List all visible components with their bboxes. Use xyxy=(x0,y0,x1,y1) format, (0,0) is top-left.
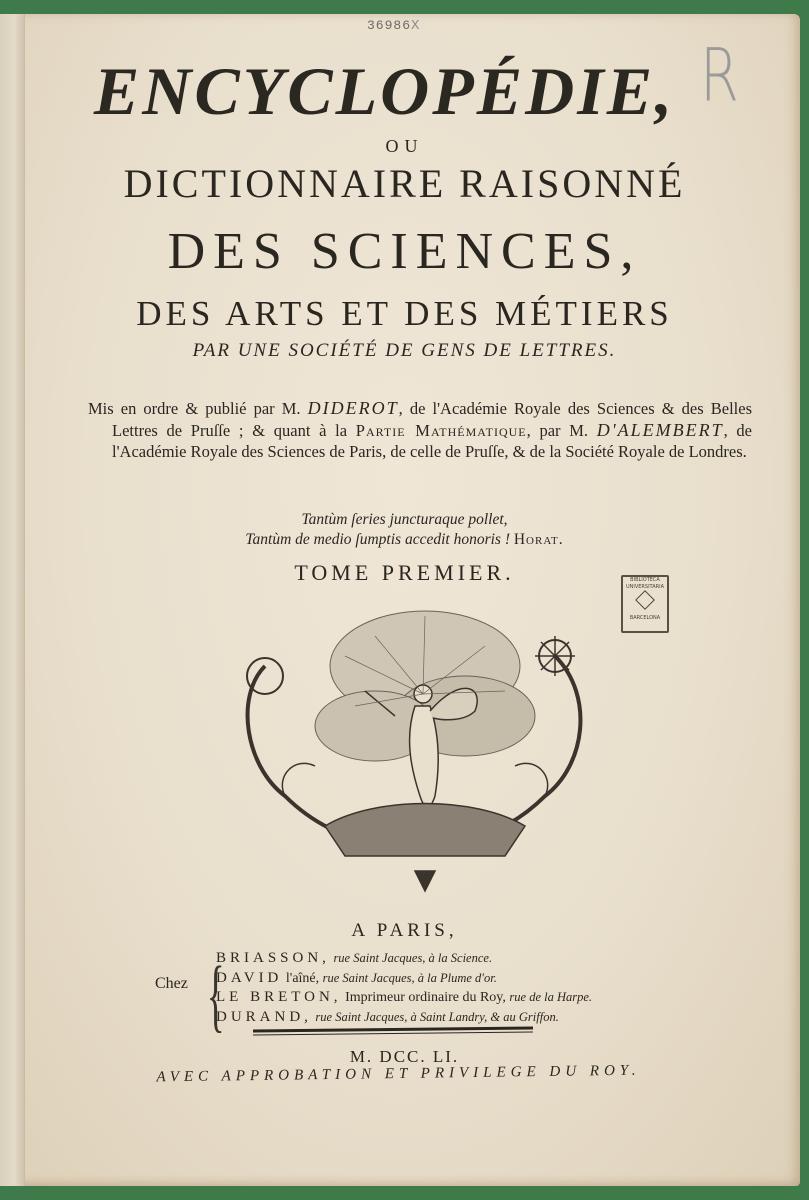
dalembert-name: D'ALEMBERT xyxy=(596,419,724,440)
subtitle-line-2: DES SCIENCES, xyxy=(167,223,642,280)
printer-address: rue Saint Jacques, à Saint Landry, & au Griffon. xyxy=(315,1009,559,1024)
printer-address: rue Saint Jacques, à la Science. xyxy=(333,951,493,965)
shelfmark-stamp xyxy=(367,18,420,34)
partie-mathematique: Partie Mathématique xyxy=(355,420,527,440)
shelfmark-mark: X xyxy=(411,18,421,34)
stamp-emblem-icon xyxy=(635,590,655,610)
imprint-city: A PARIS, xyxy=(351,920,458,941)
shelfmark-number: 36986 xyxy=(367,18,412,33)
subtitle-line-1: DICTIONNAIRE RAISONNÉ xyxy=(123,161,686,206)
printer-entry xyxy=(216,949,592,969)
printer-name: DURAND, xyxy=(216,1008,312,1025)
authorship-line: PAR UNE SOCIÉTÉ DE GENS DE LETTRES. xyxy=(192,340,617,361)
library-stamp xyxy=(621,575,669,633)
title-connector: OU xyxy=(385,136,424,156)
printer-address: rue Saint Jacques, à la Plume d'or. xyxy=(322,970,497,985)
printer-name: LE BRETON, xyxy=(216,989,342,1005)
editors-text: , de l'Académie Royale des Sciences & des Belles Lettres de Pruſſe ; & quant à la xyxy=(112,399,752,440)
epigraph xyxy=(0,510,809,550)
publication-year: M. DCC. LI. xyxy=(349,1047,460,1066)
subtitle-line-3: DES ARTS ET DES MÉTIERS xyxy=(136,294,673,333)
imprint-chez: Chez xyxy=(155,975,188,992)
printer-entry xyxy=(216,1008,592,1028)
stamp-text: BIBLIOTECA xyxy=(630,577,660,583)
editors-text: , de l'Académie Royale des Sciences de Paris, de celle de Pruſſe, & de la Société Royale de Londres. xyxy=(112,420,753,461)
printer-detail: l'aîné, xyxy=(285,970,320,986)
printers-list xyxy=(216,949,592,1027)
printer-name: DAVID xyxy=(216,969,283,986)
epigraph-line-2: Tantùm de medio ſumptis accedit honoris ! xyxy=(245,531,510,548)
printer-entry xyxy=(216,988,592,1008)
printer-address: rue de la Harpe. xyxy=(509,990,593,1004)
printer-entry xyxy=(216,969,592,989)
printer-name: BRIASSON, xyxy=(216,950,330,966)
brace-icon: { xyxy=(206,949,225,1040)
epigraph-line-1: Tantùm ſeries juncturaque pollet, xyxy=(301,511,508,528)
privilege-line: AVEC APPROBATION ET PRIVILEGE DU ROY. xyxy=(156,1062,641,1086)
editors-text: Mis en ordre & publié par M. xyxy=(88,399,308,418)
diderot-name: DIDEROT xyxy=(307,398,399,418)
allegorical-vignette-icon xyxy=(225,596,605,896)
printer-detail: Imprimeur ordinaire du Roy, xyxy=(345,990,506,1005)
stamp-text: UNIVERSITARIA xyxy=(625,584,665,590)
editors-text: , par M. xyxy=(526,420,597,440)
pencil-annotation: R xyxy=(700,34,739,119)
epigraph-attribution: Horat. xyxy=(513,531,564,548)
stamp-text: BARCELONA xyxy=(629,615,661,621)
volume-label: TOME PREMIER. xyxy=(294,560,515,585)
main-title: ENCYCLOPÉDIE, xyxy=(93,53,676,129)
editors-paragraph xyxy=(88,398,753,463)
